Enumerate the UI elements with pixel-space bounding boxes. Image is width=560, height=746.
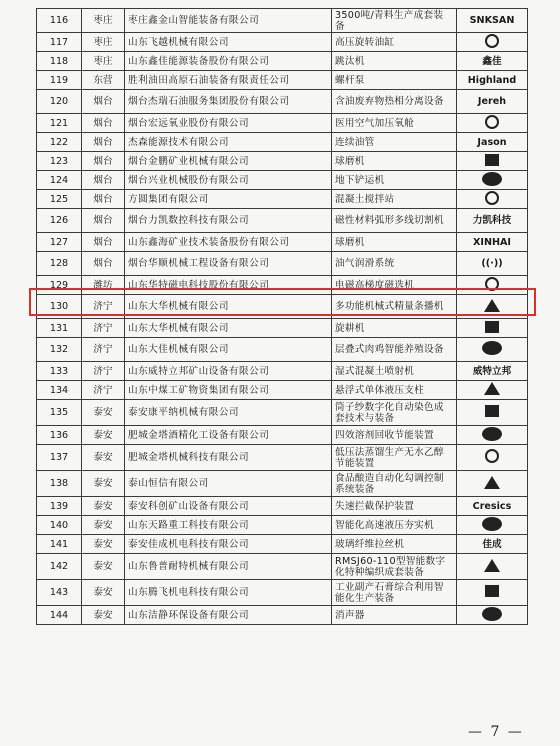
table-row — [37, 606, 528, 625]
table-row — [37, 114, 528, 133]
table-row — [37, 71, 528, 90]
row-city: 烟台 — [82, 114, 125, 133]
table-row — [37, 171, 528, 190]
row-number: 128 — [37, 252, 82, 276]
row-city: 烟台 — [82, 233, 125, 252]
row-city: 枣庄 — [82, 33, 125, 52]
row-number: 125 — [37, 190, 82, 209]
company-logo-icon — [485, 191, 499, 205]
company-logo-icon — [482, 427, 502, 441]
row-logo — [457, 554, 528, 580]
row-product: 四效溶剂回收节能装置 — [332, 426, 457, 445]
company-logo-icon — [485, 34, 499, 48]
row-product: 智能化高速液压夯实机 — [332, 516, 457, 535]
row-number: 132 — [37, 338, 82, 362]
table-row — [37, 90, 528, 114]
row-product: 食品酿造自动化勾调控制系统装备 — [332, 471, 457, 497]
company-logo: 威特立邦 — [472, 365, 512, 377]
row-logo — [457, 445, 528, 471]
row-product: 混凝土搅拌站 — [332, 190, 457, 209]
row-number: 118 — [37, 52, 82, 71]
equipment-table — [36, 8, 528, 625]
row-number: 131 — [37, 319, 82, 338]
table-row — [37, 252, 528, 276]
row-city: 烟台 — [82, 133, 125, 152]
row-product: 含油废弃物热相分离设备 — [332, 90, 457, 114]
row-company: 山东华特磁电科技股份有限公司 — [125, 276, 332, 295]
row-number: 141 — [37, 535, 82, 554]
row-product: 高压旋转油缸 — [332, 33, 457, 52]
row-product: 3500吨/青料生产成套装备 — [332, 9, 457, 33]
row-product: 失速拦截保护装置 — [332, 497, 457, 516]
row-logo — [457, 190, 528, 209]
row-product: 跳汰机 — [332, 52, 457, 71]
row-logo — [457, 133, 528, 152]
row-logo — [457, 497, 528, 516]
row-company: 胜利油田高原石油装备有限责任公司 — [125, 71, 332, 90]
table-row — [37, 535, 528, 554]
row-city: 泰安 — [82, 400, 125, 426]
row-company: 枣庄鑫金山智能装备有限公司 — [125, 9, 332, 33]
row-product: 球磨机 — [332, 152, 457, 171]
company-logo-icon — [482, 607, 502, 621]
highlight-box-row-128 — [29, 288, 536, 316]
row-number: 121 — [37, 114, 82, 133]
row-city: 潍坊 — [82, 276, 125, 295]
row-company: 方圆集团有限公司 — [125, 190, 332, 209]
row-product: 连续油管 — [332, 133, 457, 152]
row-number: 124 — [37, 171, 82, 190]
row-city: 烟台 — [82, 152, 125, 171]
table-row — [37, 233, 528, 252]
row-number: 137 — [37, 445, 82, 471]
row-company: 烟台兴业机械股份有限公司 — [125, 171, 332, 190]
row-product: 工业副产石膏综合利用智能化生产装备 — [332, 580, 457, 606]
row-logo — [457, 233, 528, 252]
row-product: 低压法蒸馏生产无水乙醇节能装置 — [332, 445, 457, 471]
row-company: 泰山恒信有限公司 — [125, 471, 332, 497]
page-number: — 7 — — [468, 724, 524, 740]
row-number: 120 — [37, 90, 82, 114]
row-company: 山东腾飞机电科技有限公司 — [125, 580, 332, 606]
row-product: 电磁高梯度磁选机 — [332, 276, 457, 295]
row-logo — [457, 209, 528, 233]
row-product: 消声器 — [332, 606, 457, 625]
row-product: 玻璃纤维拉丝机 — [332, 535, 457, 554]
row-logo — [457, 319, 528, 338]
row-city: 烟台 — [82, 209, 125, 233]
table-row — [37, 580, 528, 606]
row-logo — [457, 252, 528, 276]
row-company: 山东鑫海矿业技术装备股份有限公司 — [125, 233, 332, 252]
company-logo-icon — [484, 559, 500, 572]
row-number: 123 — [37, 152, 82, 171]
table-row — [37, 516, 528, 535]
row-city: 烟台 — [82, 252, 125, 276]
table-row — [37, 400, 528, 426]
row-number: 122 — [37, 133, 82, 152]
row-company: 泰安康平纳机械有限公司 — [125, 400, 332, 426]
company-logo-icon — [482, 341, 502, 355]
row-product: 球磨机 — [332, 233, 457, 252]
row-logo — [457, 606, 528, 625]
row-logo — [457, 471, 528, 497]
row-number: 144 — [37, 606, 82, 625]
row-product: 多功能机械式精量条播机 — [332, 295, 457, 319]
row-company: 肥城金塔酒精化工设备有限公司 — [125, 426, 332, 445]
row-product: 磁性材料弧形多线切割机 — [332, 209, 457, 233]
row-company: 山东威特立邦矿山设备有限公司 — [125, 362, 332, 381]
company-logo-icon — [485, 449, 499, 463]
row-city: 泰安 — [82, 426, 125, 445]
table-row — [37, 33, 528, 52]
row-logo — [457, 90, 528, 114]
row-city: 烟台 — [82, 190, 125, 209]
row-logo — [457, 362, 528, 381]
company-logo-icon — [485, 154, 499, 166]
table-row — [37, 471, 528, 497]
row-company: 山东鲁普耐特机械有限公司 — [125, 554, 332, 580]
row-number: 116 — [37, 9, 82, 33]
row-number: 127 — [37, 233, 82, 252]
row-city: 济宁 — [82, 338, 125, 362]
table-row — [37, 497, 528, 516]
table-row — [37, 338, 528, 362]
row-company: 泰安科创矿山设备有限公司 — [125, 497, 332, 516]
row-logo — [457, 33, 528, 52]
row-number: 139 — [37, 497, 82, 516]
row-company: 烟台华顺机械工程设备有限公司 — [125, 252, 332, 276]
table-row — [37, 381, 528, 400]
row-number: 134 — [37, 381, 82, 400]
company-logo: ((·)) — [481, 258, 503, 269]
row-number: 138 — [37, 471, 82, 497]
row-city: 泰安 — [82, 445, 125, 471]
table-row — [37, 209, 528, 233]
table-row — [37, 152, 528, 171]
row-product: 医用空气加压氧舱 — [332, 114, 457, 133]
table-row — [37, 445, 528, 471]
row-number: 126 — [37, 209, 82, 233]
row-logo — [457, 400, 528, 426]
row-city: 泰安 — [82, 497, 125, 516]
row-number: 143 — [37, 580, 82, 606]
row-product: 旋耕机 — [332, 319, 457, 338]
row-number: 136 — [37, 426, 82, 445]
row-number: 142 — [37, 554, 82, 580]
table-row — [37, 9, 528, 33]
row-city: 烟台 — [82, 171, 125, 190]
company-logo-icon — [482, 172, 502, 186]
company-logo-icon — [485, 405, 499, 417]
company-logo-icon — [484, 476, 500, 489]
row-logo — [457, 381, 528, 400]
row-company: 山东飞越机械有限公司 — [125, 33, 332, 52]
row-company: 烟台力凯数控科技有限公司 — [125, 209, 332, 233]
table-row — [37, 554, 528, 580]
row-logo — [457, 52, 528, 71]
row-product: 地下铲运机 — [332, 171, 457, 190]
row-product: 筒子纱数字化自动染色成套技术与装备 — [332, 400, 457, 426]
company-logo: SNKSAN — [469, 15, 515, 26]
row-city: 枣庄 — [82, 9, 125, 33]
table-row — [37, 133, 528, 152]
row-city: 济宁 — [82, 362, 125, 381]
row-company: 山东鑫佳能源装备股份有限公司 — [125, 52, 332, 71]
row-logo — [457, 535, 528, 554]
company-logo: 鑫佳 — [482, 55, 502, 67]
company-logo-icon — [485, 321, 499, 333]
table-row — [37, 426, 528, 445]
company-logo: Jereh — [477, 96, 507, 107]
row-city: 泰安 — [82, 471, 125, 497]
row-city: 泰安 — [82, 516, 125, 535]
table-row — [37, 362, 528, 381]
company-logo: Cresics — [472, 500, 512, 512]
row-product: 悬浮式单体液压支柱 — [332, 381, 457, 400]
row-city: 济宁 — [82, 319, 125, 338]
row-number: 117 — [37, 33, 82, 52]
company-logo: 力凯科技 — [472, 215, 512, 226]
company-logo: Highland — [467, 74, 517, 86]
row-company: 肥城金塔机械科技有限公司 — [125, 445, 332, 471]
row-logo — [457, 580, 528, 606]
row-company: 烟台宏远氧业股份有限公司 — [125, 114, 332, 133]
row-number: 135 — [37, 400, 82, 426]
row-city: 济宁 — [82, 381, 125, 400]
row-product: 油气润滑系统 — [332, 252, 457, 276]
row-company: 山东中煤工矿物资集团有限公司 — [125, 381, 332, 400]
row-product: 层叠式肉鸡智能养殖设备 — [332, 338, 457, 362]
row-city: 枣庄 — [82, 52, 125, 71]
table-row — [37, 190, 528, 209]
company-logo-icon — [485, 115, 499, 129]
row-city: 泰安 — [82, 535, 125, 554]
row-city: 济宁 — [82, 295, 125, 319]
row-logo — [457, 426, 528, 445]
row-city: 泰安 — [82, 580, 125, 606]
company-logo-icon — [484, 382, 500, 395]
row-company: 烟台杰瑞石油服务集团股份有限公司 — [125, 90, 332, 114]
row-logo — [457, 114, 528, 133]
company-logo-icon — [482, 517, 502, 531]
row-city: 烟台 — [82, 90, 125, 114]
row-product: 湿式混凝土喷射机 — [332, 362, 457, 381]
row-logo — [457, 71, 528, 90]
row-city: 东营 — [82, 71, 125, 90]
row-number: 129 — [37, 276, 82, 295]
row-number: 130 — [37, 295, 82, 319]
row-number: 133 — [37, 362, 82, 381]
row-company: 山东洁静环保设备有限公司 — [125, 606, 332, 625]
row-product: RMSJ60-110型智能数字化特种编织成套装备 — [332, 554, 457, 580]
company-logo-icon — [485, 585, 499, 597]
row-logo — [457, 9, 528, 33]
table-row — [37, 52, 528, 71]
row-company: 山东大华机械有限公司 — [125, 319, 332, 338]
row-company: 杰森能源技术有限公司 — [125, 133, 332, 152]
row-company: 烟台金鹏矿业机械有限公司 — [125, 152, 332, 171]
row-company: 泰安佳成机电科技有限公司 — [125, 535, 332, 554]
row-logo — [457, 516, 528, 535]
row-company: 山东大华机械有限公司 — [125, 295, 332, 319]
row-company: 山东天路重工科技有限公司 — [125, 516, 332, 535]
row-number: 140 — [37, 516, 82, 535]
row-logo — [457, 338, 528, 362]
row-company: 山东大佳机械有限公司 — [125, 338, 332, 362]
row-logo — [457, 152, 528, 171]
row-city: 泰安 — [82, 606, 125, 625]
row-city: 泰安 — [82, 554, 125, 580]
company-logo: Jason — [477, 136, 507, 148]
company-logo: XINHAI — [472, 236, 512, 248]
row-logo — [457, 171, 528, 190]
row-number: 119 — [37, 71, 82, 90]
row-product: 螺杆泵 — [332, 71, 457, 90]
table-row — [37, 319, 528, 338]
company-logo: 佳成 — [482, 538, 502, 550]
